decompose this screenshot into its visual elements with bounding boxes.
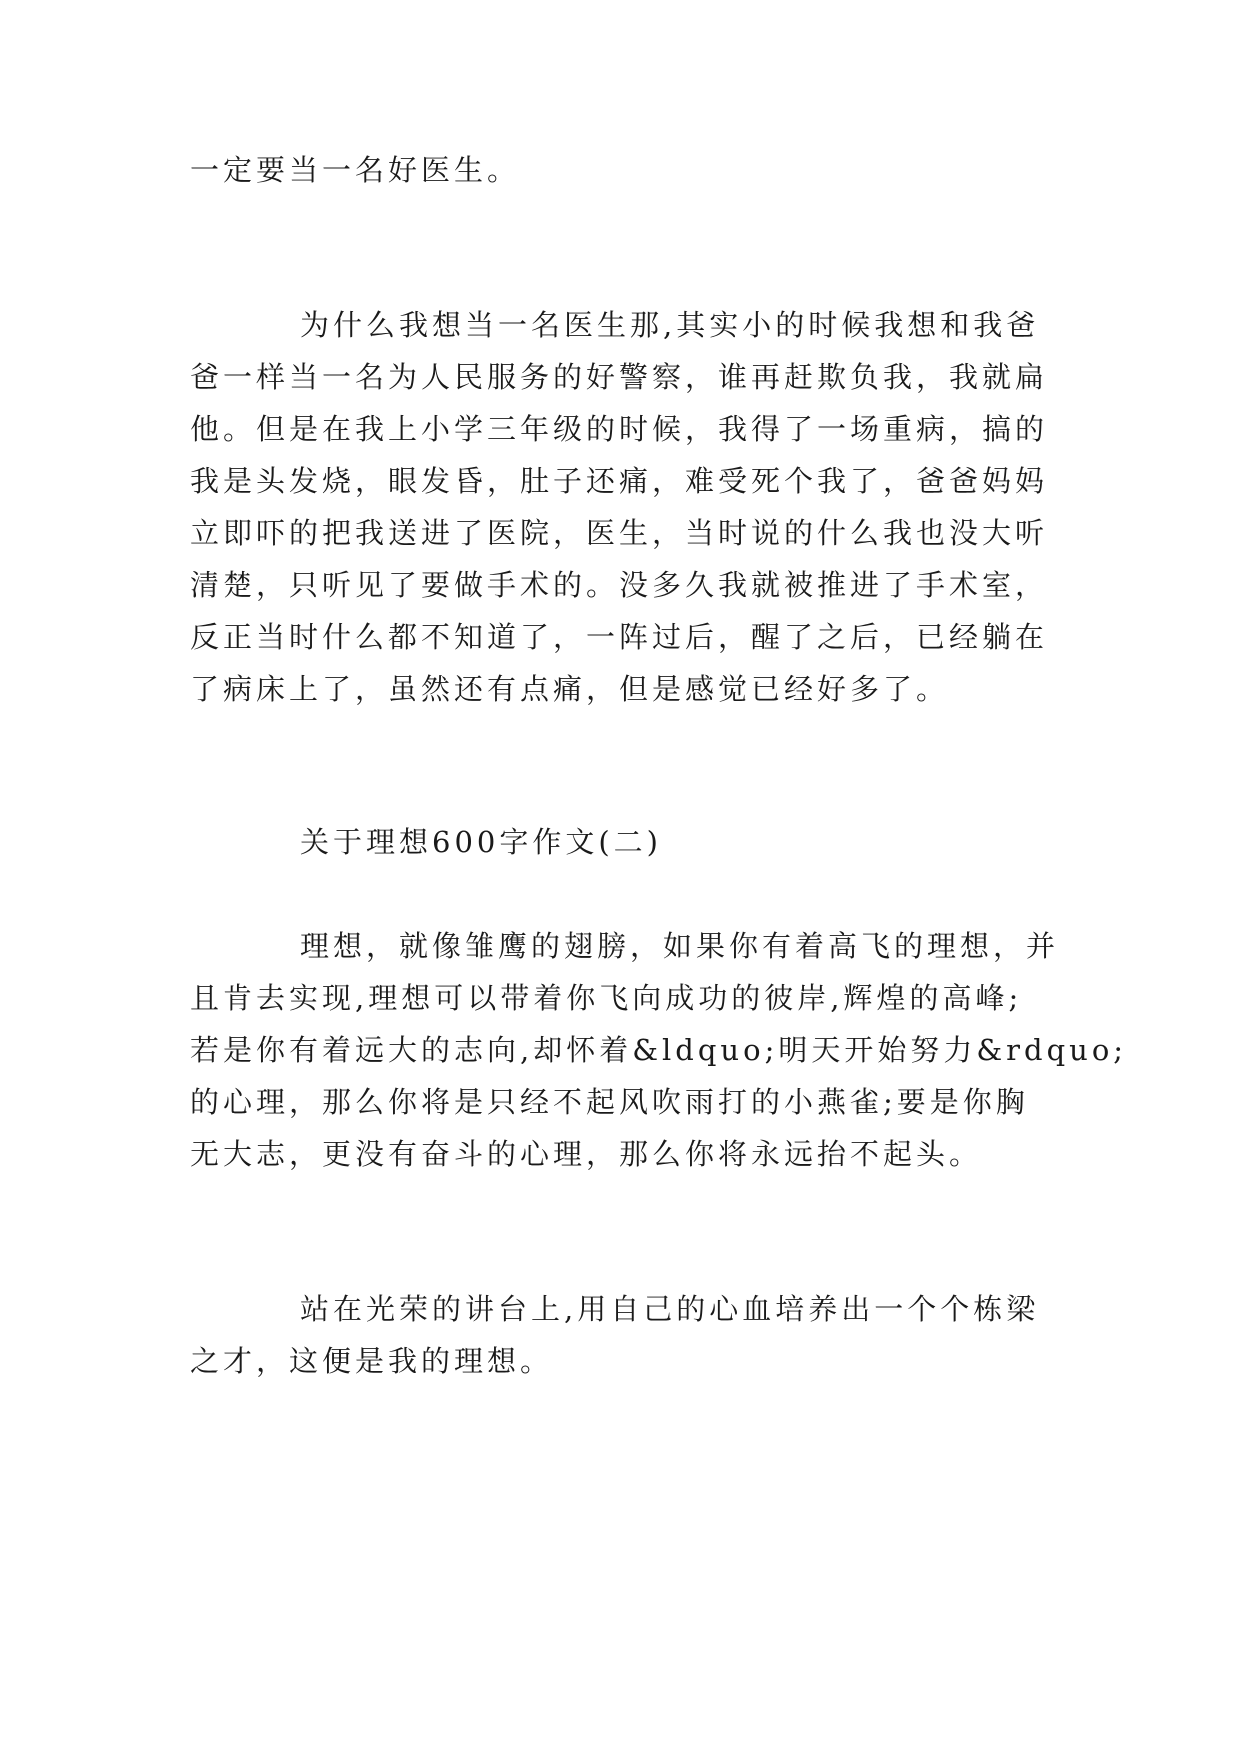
paragraph-2-line-6: 清楚，只听见了要做手术的。没多久我就被推进了手术室， <box>190 568 1049 602</box>
paragraph-4-line-1: 站在光荣的讲台上,用自己的心血培养出一个个栋梁 <box>300 1292 1040 1326</box>
paragraph-3-line-3: 若是你有着远大的志向,却怀着&ldquo;明天开始努力&rdquo; <box>190 1033 1128 1067</box>
paragraph-2-line-2: 爸一样当一名为人民服务的好警察，谁再赶欺负我，我就扁 <box>190 360 1049 394</box>
paragraph-2-line-1: 为什么我想当一名医生那,其实小的时候我想和我爸 <box>300 308 1040 342</box>
paragraph-3-line-2: 且肯去实现,理想可以带着你飞向成功的彼岸,辉煌的高峰; <box>190 981 1023 1015</box>
section-heading: 关于理想600字作文(二) <box>300 825 662 859</box>
paragraph-1-line-1: 一定要当一名好医生。 <box>190 153 521 187</box>
paragraph-3-line-4: 的心理，那么你将是只经不起风吹雨打的小燕雀;要是你胸 <box>190 1085 1029 1119</box>
paragraph-2-line-5: 立即吓的把我送进了医院，医生，当时说的什么我也没大听 <box>190 516 1049 550</box>
paragraph-2-line-3: 他。但是在我上小学三年级的时候，我得了一场重病，搞的 <box>190 412 1049 446</box>
paragraph-3-line-1: 理想，就像雏鹰的翅膀，如果你有着高飞的理想，并 <box>300 929 1060 963</box>
paragraph-4-line-2: 之才，这便是我的理想。 <box>190 1344 554 1378</box>
paragraph-3-line-5: 无大志，更没有奋斗的心理，那么你将永远抬不起头。 <box>190 1137 983 1171</box>
paragraph-2-line-7: 反正当时什么都不知道了，一阵过后，醒了之后，已经躺在 <box>190 620 1049 654</box>
paragraph-2-line-8: 了病床上了，虽然还有点痛，但是感觉已经好多了。 <box>190 672 950 706</box>
paragraph-2-line-4: 我是头发烧，眼发昏，肚子还痛，难受死个我了，爸爸妈妈 <box>190 464 1049 498</box>
